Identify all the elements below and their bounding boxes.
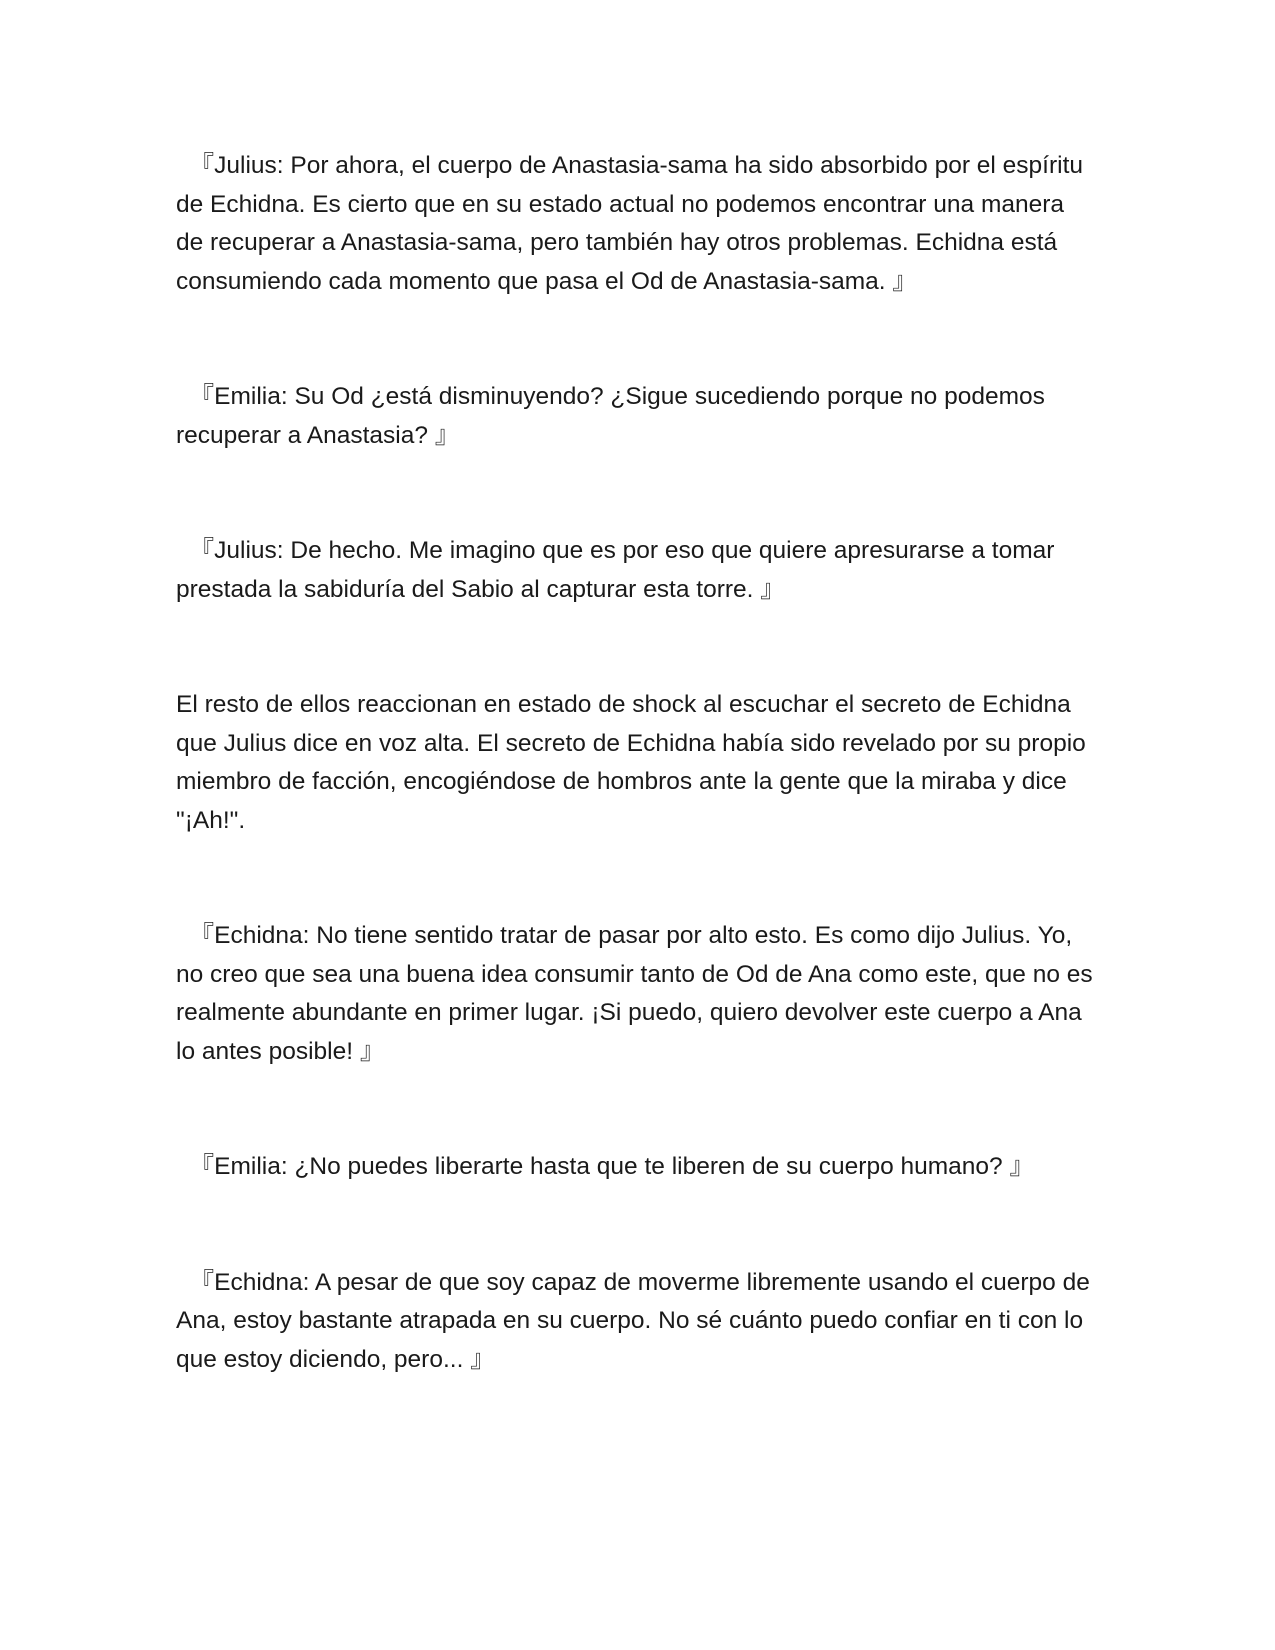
paragraph-emilia-1: 『Emilia: Su Od ¿está disminuyendo? ¿Sigue sucediendo porque no podemos recuperar a Anastasia? 』: [176, 383, 1052, 449]
paragraph-julius-1: 『Julius: Por ahora, el cuerpo de Anastasia-sama ha sido absorbido por el espíritu de Echidna. Es cierto que en su estado actual no podemos encontrar una manera de recuperar a Anastasia-sama, pero también hay otros problemas. Echidna está consumiendo cada momento que pasa el Od de Anastasia-sama. 』: [176, 152, 1090, 295]
paragraph-gap: [176, 455, 1096, 532]
paragraph-gap: [176, 840, 1096, 917]
paragraph-gap: [176, 1071, 1096, 1148]
paragraph-narration: El resto de ellos reaccionan en estado de shock al escuchar el secreto de Echidna que Julius dice en voz alta. El secreto de Echidna había sido revelado por su propio miembro de facción, encogiéndose de hombros ante la gente que la miraba y dice "¡Ah!".: [176, 691, 1093, 834]
paragraph-gap: [176, 301, 1096, 378]
paragraph-gap: [176, 1187, 1096, 1264]
paragraph-emilia-2: 『Emilia: ¿No puedes liberarte hasta que te liberen de su cuerpo humano? 』: [176, 1153, 1034, 1180]
paragraph-julius-2: 『Julius: De hecho. Me imagino que es por eso que quiere apresurarse a tomar prestada la sabiduría del Sabio al capturar esta torre. 』: [176, 537, 1062, 603]
document-body: [176, 147, 1100, 1379]
paragraph-echidna-2: 『Echidna: A pesar de que soy capaz de moverme libremente usando el cuerpo de Ana, estoy bastante atrapada en su cuerpo. No sé cuánto puedo confiar en ti con lo que estoy diciendo, pero... 』: [176, 1268, 1096, 1373]
paragraph-gap: [176, 609, 1096, 686]
paragraph-echidna-1: 『Echidna: No tiene sentido tratar de pasar por alto esto. Es como dijo Julius. Yo, no creo que sea una buena idea consumir tanto de Od de Ana como este, que no es realmente abundante en primer lugar. ¡Si puedo, quiero devolver este cuerpo a Ana lo antes posible! 』: [176, 922, 1100, 1065]
